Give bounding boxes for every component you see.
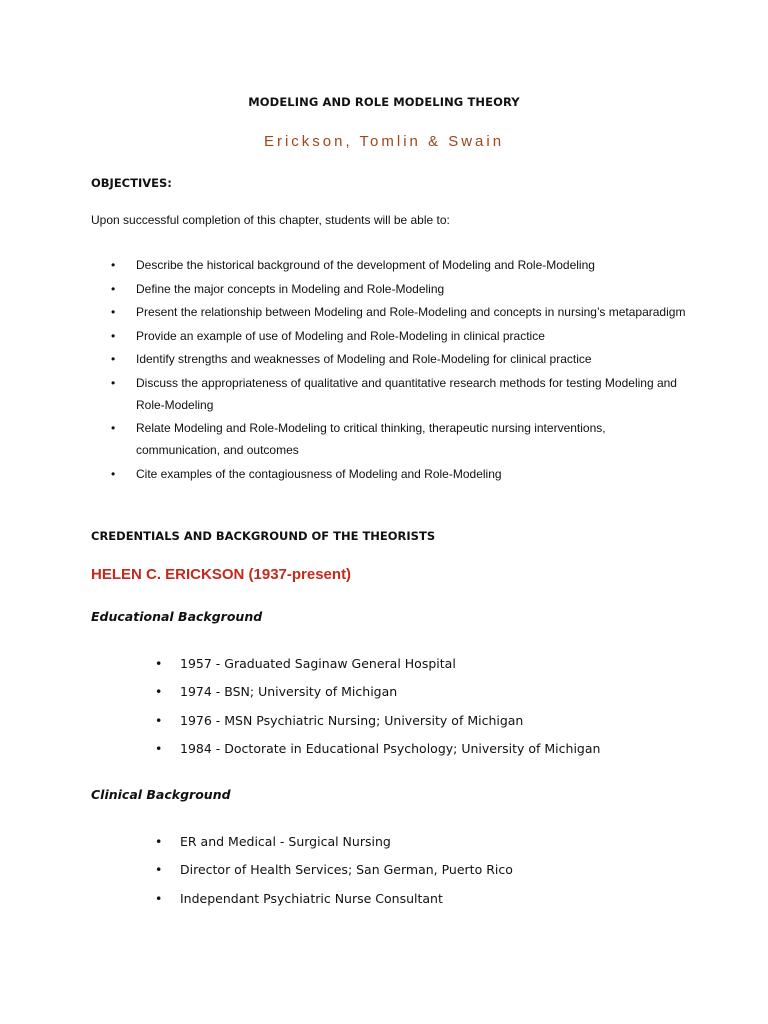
objective-item <box>91 325 691 347</box>
bullet-icon: • <box>155 862 163 878</box>
objectives-intro: Upon successful completion of this chapter, students will be able to: <box>91 213 450 227</box>
objective-text: Cite examples of the contagiousness of Modeling and Role-Modeling <box>136 466 502 481</box>
bullet-icon: • <box>111 375 116 390</box>
document-authors: Erickson, Tomlin & Swain <box>263 133 505 150</box>
objective-item <box>91 372 691 416</box>
objective-item <box>91 301 691 323</box>
clinical-item <box>135 860 513 888</box>
bullet-icon: • <box>111 281 116 296</box>
objective-item <box>91 254 691 276</box>
educational-text: 1974 - BSN; University of Michigan <box>180 684 398 700</box>
bullet-icon: • <box>155 712 163 728</box>
document-title: MODELING AND ROLE MODELING THEORY <box>248 95 520 109</box>
clinical-text: Director of Health Services; San German, Puerto Rico <box>180 862 513 878</box>
bullet-icon: • <box>111 466 116 481</box>
educational-list <box>135 654 600 767</box>
clinical-text: Independant Psychiatric Nurse Consultant <box>180 890 443 906</box>
objective-text: Provide an example of use of Modeling and Role-Modeling in clinical practice <box>136 328 545 343</box>
clinical-item <box>135 889 513 917</box>
bullet-icon: • <box>111 421 116 435</box>
bullet-icon: • <box>155 890 163 906</box>
bullet-icon: • <box>155 656 163 671</box>
objective-text: Describe the historical background of the development of Modeling and Role-Modeling <box>136 258 595 272</box>
educational-item <box>135 682 600 710</box>
bullet-icon: • <box>155 740 163 756</box>
objective-text: Relate Modeling and Role-Modeling to critical thinking, therapeutic nursing interventions, communication, and outcomes <box>136 421 606 457</box>
objective-item <box>91 463 691 485</box>
objective-item <box>91 417 691 461</box>
objective-item <box>91 278 691 300</box>
educational-text: 1976 - MSN Psychiatric Nursing; University of Michigan <box>180 712 524 728</box>
objectives-heading: OBJECTIVES: <box>91 176 172 190</box>
educational-background-heading: Educational Background <box>91 609 263 624</box>
objective-text: Identify strengths and weaknesses of Modeling and Role-Modeling for clinical practice <box>136 352 592 366</box>
clinical-background-heading: Clinical Background <box>91 787 231 802</box>
bullet-icon: • <box>155 834 163 849</box>
objective-text: Present the relationship between Modeling and Role-Modeling and concepts in nursing’s metaparadigm <box>136 305 686 319</box>
clinical-item <box>135 832 513 860</box>
bullet-icon: • <box>111 328 116 343</box>
objective-item <box>91 348 691 370</box>
bullet-icon: • <box>155 684 163 700</box>
credentials-heading: CREDENTIALS AND BACKGROUND OF THE THEORISTS <box>91 529 436 543</box>
educational-text: 1957 - Graduated Saginaw General Hospital <box>180 656 456 671</box>
bullet-icon: • <box>111 352 116 366</box>
educational-item <box>135 711 600 739</box>
clinical-list <box>135 832 513 917</box>
theorist-name: HELEN C. ERICKSON (1937-present) <box>91 566 352 583</box>
educational-item <box>135 654 600 682</box>
educational-text: 1984 - Doctorate in Educational Psychology; University of Michigan <box>180 740 601 756</box>
objective-text: Define the major concepts in Modeling and Role-Modeling <box>136 281 445 296</box>
bullet-icon: • <box>111 258 116 272</box>
objective-text: Discuss the appropriateness of qualitative and quantitative research methods for testing Modeling and Role-Modeling <box>136 375 677 412</box>
objectives-list <box>91 254 691 486</box>
educational-item <box>135 739 600 767</box>
bullet-icon: • <box>111 305 116 319</box>
clinical-text: ER and Medical - Surgical Nursing <box>180 834 391 849</box>
